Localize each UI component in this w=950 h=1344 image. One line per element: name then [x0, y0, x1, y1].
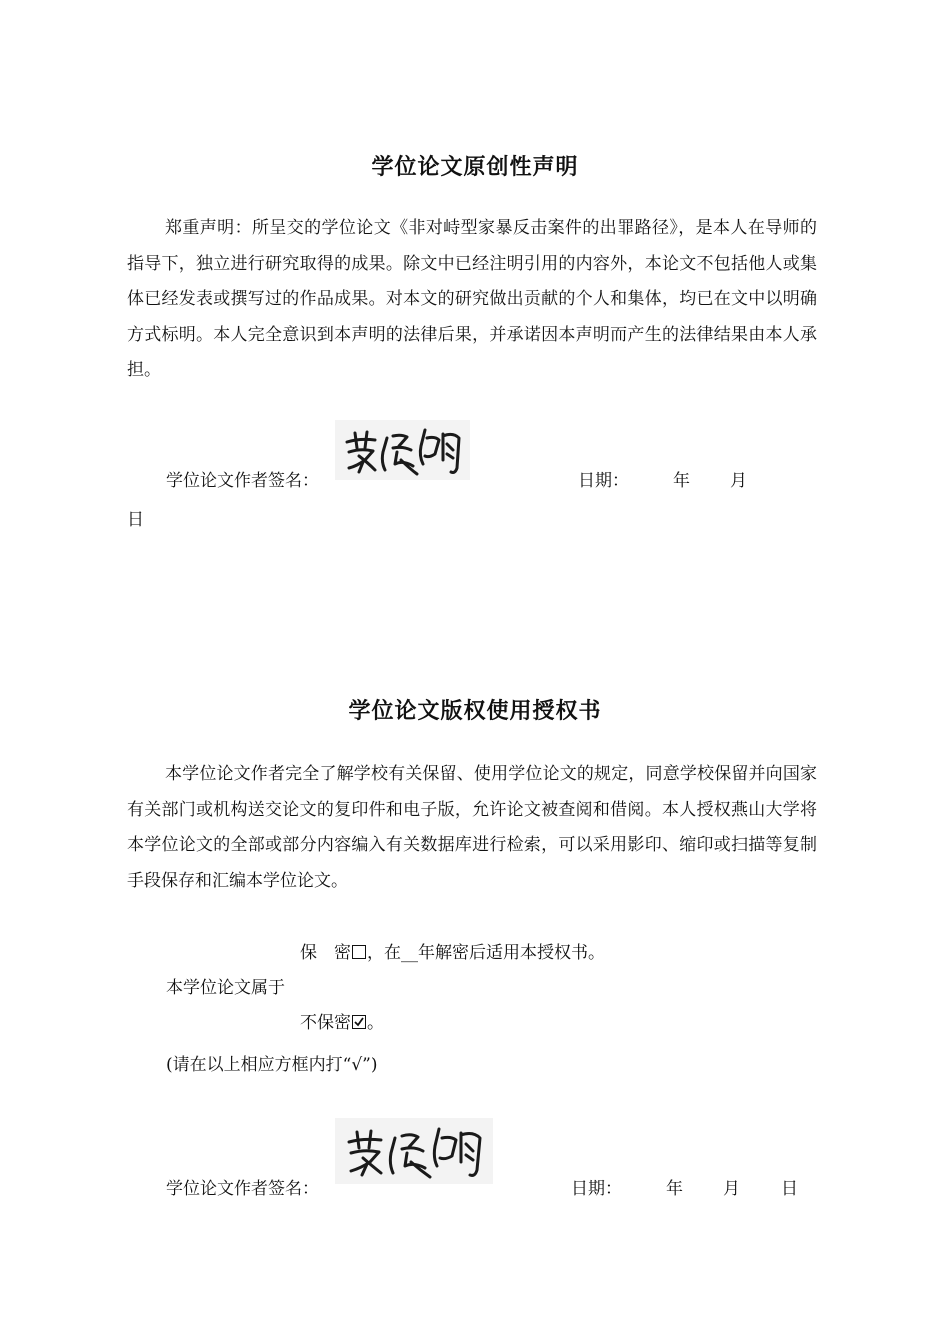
- option-end: 。: [367, 1013, 384, 1033]
- declaration-paragraph: 郑重声明：所呈交的学位论文《非对峙型家暴反击案件的出罪路径》，是本人在导师的指导下，独立进行研究取得的成果。除文中已经注明引用的内容外，本论文不包括他人或集体已经发表或撰写过的作品成果。对本文的研究做出贡献的个人和集体，均已在文中以明确方式标明。本人完全意识到本声明的法律后果，并承诺因本声明而产生的法律结果由本人承担。: [127, 218, 817, 380]
- confidential-option-suffix: ，在__年解密后适用本授权书。: [367, 943, 605, 963]
- checkmark-icon: [353, 1016, 365, 1028]
- declaration-month-label: 月: [730, 471, 747, 491]
- authorization-day-label: 日: [781, 1179, 798, 1199]
- authorization-paragraph: 本学位论文作者完全了解学校有关保留、使用学位论文的规定，同意学校保留并向国家有关部门或机构送交论文的复印件和电子版，允许论文被查阅和借阅。本人授权燕山大学将本学位论文的全部或部分内容编入有关数据库进行检索，可以采用影印、缩印或扫描等复制手段保存和汇编本学位论文。: [127, 764, 817, 891]
- checkmark-instruction: (请在以上相应方框内打“√”): [166, 1055, 378, 1075]
- authorization-title: 学位论文版权使用授权书: [348, 699, 602, 724]
- authorization-signature-image: [335, 1118, 493, 1184]
- belongs-label: 本学位论文属于: [166, 978, 285, 998]
- declaration-signature-image: [335, 420, 470, 480]
- confidential-option: [300, 938, 605, 963]
- nonconfidential-option: [300, 1008, 384, 1033]
- authorization-signature-label: 学位论文作者签名：: [166, 1179, 319, 1199]
- declaration-year-label: 年: [673, 471, 690, 491]
- declaration-date-label: 日期：: [578, 471, 629, 491]
- authorization-date-label: 日期：: [571, 1179, 622, 1199]
- authorization-month-label: 月: [723, 1179, 740, 1199]
- authorization-year-label: 年: [666, 1179, 683, 1199]
- nonconfidential-checkbox-checked[interactable]: [352, 1015, 366, 1029]
- declaration-title: 学位论文原创性声明: [371, 155, 579, 180]
- declaration-signature-label: 学位论文作者签名：: [166, 471, 319, 491]
- confidential-checkbox[interactable]: [352, 945, 366, 959]
- nonconfidential-option-label: 不保密: [300, 1013, 351, 1033]
- confidential-option-prefix: 保 密: [300, 943, 351, 963]
- declaration-day-label: 日: [127, 510, 144, 530]
